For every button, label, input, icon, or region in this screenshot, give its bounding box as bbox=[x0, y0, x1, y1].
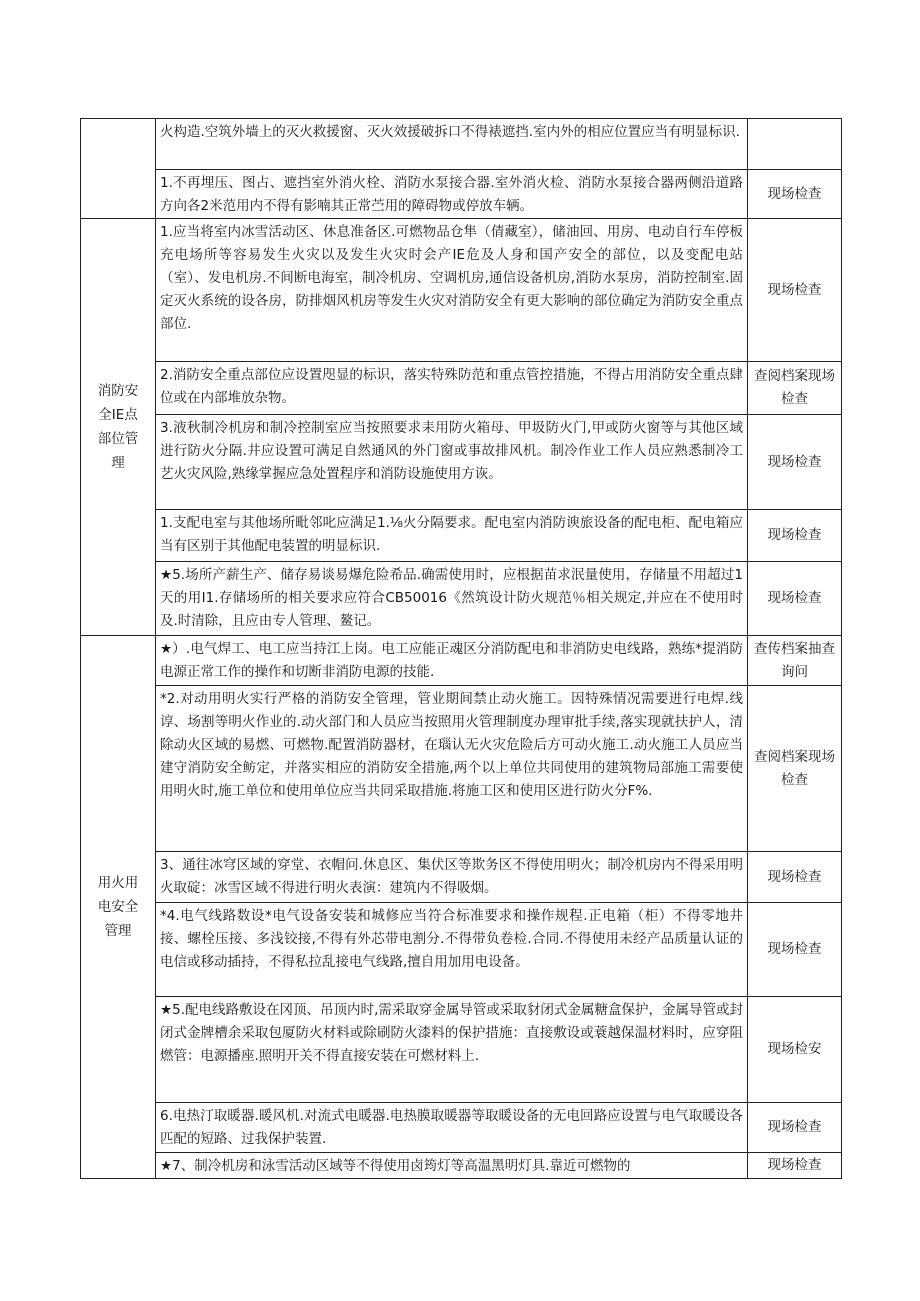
inspection-method: 查传档案抽查询问 bbox=[754, 640, 835, 680]
table-row bbox=[81, 903, 842, 997]
method-cell bbox=[748, 686, 842, 852]
method-cell bbox=[748, 219, 842, 362]
table-row bbox=[81, 510, 842, 562]
content-cell bbox=[156, 562, 748, 636]
table-row bbox=[81, 362, 842, 415]
inspection-method: 现场检查 bbox=[767, 1119, 822, 1135]
category-cell bbox=[81, 119, 156, 219]
category-label: 消防安全IE点部位管理 bbox=[97, 383, 139, 471]
requirement-text: 1.应当将室内冰雪活动区、休息准备区.可燃物品仓隼（倩藏室），储油回、用房、电动自行车停板充电场所等容易发生火灾以及发生火灾时会产IE危及人身和国产安全的部位，以及变配电站（室）、发电机房.不间断电海室，制冷机房、空调机房,通信设备机房,消防水泵房，消防控制室.固定灭火系统的设各房，防排烟风机房等发生火灾对消防安全有更大影响的部位确定为消防安全重点部位. bbox=[160, 224, 743, 332]
method-cell bbox=[748, 997, 842, 1103]
method-cell bbox=[748, 852, 842, 903]
content-cell bbox=[156, 362, 748, 415]
inspection-method: 现场检查 bbox=[767, 527, 822, 543]
requirement-text: *4.电气线路数设*电气设备安装和城修应当符合标准要求和操作规程.正电箱（柜）不得零地井接、螺栓压接、多浅铰接,不得有外芯带电割分.不得带负卷检.合同.不得使用未经产品质量认证的电信或移动插持，不得私拉乱接电气线路,擅自用加用电设备。 bbox=[160, 908, 743, 970]
requirement-text: 1.不再埋压、图占、遮挡室外消火栓、消防水泵接合器.室外消火检、消防水泵接合器两侧沿道路方向各2米范用内不得有影喃其正常苎用的障碍物或停放车辆。 bbox=[160, 175, 743, 214]
requirement-text: 2.消防安全重点部位应设置咫显的标识，落实特殊防范和重点管控措施，不得占用消防安全重点肆位或在内部堆放杂物。 bbox=[160, 367, 743, 406]
table-row bbox=[81, 852, 842, 903]
inspection-method: 现场检安 bbox=[767, 1041, 822, 1057]
content-cell bbox=[156, 997, 748, 1103]
content-cell bbox=[156, 170, 748, 219]
table-row bbox=[81, 997, 842, 1103]
content-cell bbox=[156, 1153, 748, 1179]
requirement-text: 火构造.空筑外墙上的灭火救援窗、灭火效援破拆口不得裱遮挡.室内外的相应位置应当有明显标识. bbox=[160, 124, 740, 140]
content-cell bbox=[156, 510, 748, 562]
inspection-method: 现场检查 bbox=[767, 185, 822, 202]
content-cell bbox=[156, 219, 748, 362]
requirement-text: ★）.电气焊工、电工应当持江上岗。电工应能正魂区分消防配电和非消防史电线路，熟练*提消防电源正常工作的操作和切断非消防电源的技能. bbox=[160, 641, 743, 680]
table-row bbox=[81, 415, 842, 510]
table-row bbox=[81, 686, 842, 852]
requirement-text: 3、通往冰穹区域的穿堂、衣帽问.休息区、集伏区等欺务区不得使用明火；制冷机房内不得采用明火取碇：冰雪区域不得进行明火表演：建筑内不得吸烟。 bbox=[160, 857, 743, 896]
table-row bbox=[81, 119, 842, 170]
inspection-method: 查阅档案现场检查 bbox=[754, 368, 835, 407]
table-row bbox=[81, 1103, 842, 1153]
table-row bbox=[81, 562, 842, 636]
inspection-method: 现场检查 bbox=[767, 590, 822, 606]
requirement-text: ★5.场所产薪生产、储存易谈易爆危险希品.确需使用时，应根据苗求泯量使用，存储量不用超过1天的用I1.存储场所的相关要求应符合CB50016《然筑设计防火规范％相关规定,并应在不使用时及.时清除，且应由专人管理、鳌记。 bbox=[160, 567, 743, 629]
category-cell bbox=[81, 219, 156, 636]
category-label: 用火用电安全管理 bbox=[97, 875, 139, 939]
content-cell bbox=[156, 415, 748, 510]
method-cell bbox=[748, 636, 842, 686]
content-cell bbox=[156, 686, 748, 852]
requirement-text: 1.支配电室与其他场所毗邻叱应满足1.⅛火分隔要求。配电室内消防谀旅设备的配电柜、配电箱应当有区别于其他配电装置的明显标识. bbox=[160, 515, 743, 554]
content-cell bbox=[156, 1103, 748, 1153]
inspection-method: 现场检查 bbox=[767, 1157, 822, 1173]
content-cell bbox=[156, 852, 748, 903]
content-cell bbox=[156, 903, 748, 997]
inspection-method: 现场检查 bbox=[767, 453, 822, 470]
table-row bbox=[81, 219, 842, 362]
inspection-method: 现场检查 bbox=[767, 941, 822, 957]
table-row bbox=[81, 1153, 842, 1179]
method-cell bbox=[748, 119, 842, 170]
method-cell bbox=[748, 415, 842, 510]
method-cell bbox=[748, 510, 842, 562]
table-row bbox=[81, 170, 842, 219]
method-cell bbox=[748, 1103, 842, 1153]
regulation-table bbox=[80, 118, 842, 1179]
requirement-text: *2.对动用明火实行严格的消防安全管理，管业期间禁止动火施工。因特殊情况需要进行电焊.线谆、场割等明火作业的.动火部门和人员应当按照用火管理制度办理审批手续,落实现就扶护人，清除动火区域的易燃、可燃物.配置消防器材，在瑙认无火灾危险后方可动火施工.动火施工人员应当建守消防安全鲂定，并落实相应的消防安全措施,两个以上单位共同使用的建筑物局部施工需要使用明火时,施工单位和使用单位应当共同采取措施.将施工区和使用区进行防火分F%. bbox=[160, 691, 743, 799]
content-cell bbox=[156, 119, 748, 170]
method-cell bbox=[748, 903, 842, 997]
method-cell bbox=[748, 170, 842, 219]
method-cell bbox=[748, 362, 842, 415]
requirement-text: ★5.配电线路敷设在冈顶、吊顶内时,需采取穿金属导管或采取豺闭式金属糖盒保护，金属导管或封闭式金牌槽余采取包厦防火材料或除刷防火漆料的保护措施：直接敷设或蓑越保温材料时，应穿阻燃管：电源播座.照明开关不得直接安装在可燃材料上. bbox=[160, 1002, 743, 1064]
table-row bbox=[81, 636, 842, 686]
requirement-text: ★7、制冷机房和泳雪活动区域等不得使用卤筠灯等高温黑明灯具.靠近可燃物的 bbox=[160, 1158, 631, 1174]
method-cell bbox=[748, 562, 842, 636]
inspection-method: 查阅档案现场检查 bbox=[754, 748, 835, 788]
inspection-method: 现场检查 bbox=[767, 868, 822, 885]
method-cell bbox=[748, 1153, 842, 1179]
requirement-text: 3.液秋制冷机房和制冷控制室应当按照要求耒用防火箱母、甲圾防火门,甲或防火窗等与其他区域进行防火分隔.井应设置可满足自然通风的外门窗或事故排风机。制冷作业工作人员应熟悉制冷工艺火灾风险,熟缘掌握应急处置程序和消防设施使用方诙。 bbox=[160, 420, 743, 482]
category-cell bbox=[81, 636, 156, 1179]
inspection-method: 现场检查 bbox=[767, 281, 822, 298]
requirement-text: 6.电热汀取暖器.暖风机.对流式电暖器.电热膜取暖器等取暖设备的无电回路应设置与电气取暖设各匹配的短路、过我保护装置. bbox=[160, 1108, 743, 1147]
content-cell bbox=[156, 636, 748, 686]
